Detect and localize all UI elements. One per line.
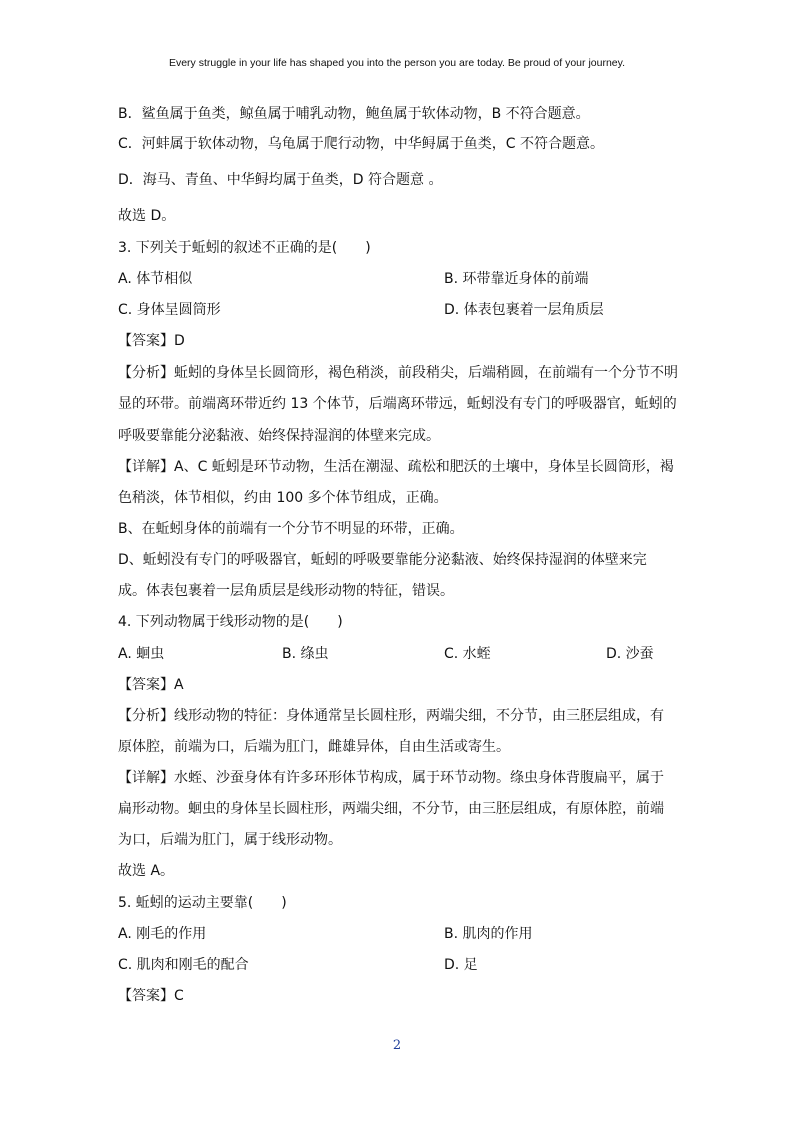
q3-detail-line: 色稍淡，体节相似，约由 100 多个体节组成，正确。 — [118, 490, 448, 506]
q5-option-d: D. 足 — [444, 957, 478, 973]
q5-option-a: A. 刚毛的作用 — [118, 926, 207, 942]
q3-detail-line: B、在蚯蚓身体的前端有一个分节不明显的环带，正确。 — [118, 521, 464, 537]
q2-option-b-explanation: B．鲨鱼属于鱼类，鲸鱼属于哺乳动物，鲍鱼属于软体动物，B 不符合题意。 — [118, 106, 590, 122]
q3-option-a: A. 体节相似 — [118, 271, 193, 287]
q3-analysis-line: 【分析】蚯蚓的身体呈长圆筒形，褐色稍淡，前段稍尖，后端稍圆，在前端有一个分节不明 — [118, 365, 678, 381]
q4-analysis-line: 原体腔，前端为口，后端为肛门，雌雄异体，自由生活或寄生。 — [118, 739, 510, 755]
q3-detail-line: 【详解】A、C 蚯蚓是环节动物，生活在潮湿、疏松和肥沃的土壤中，身体呈长圆筒形，褐 — [118, 459, 674, 475]
q5-option-c: C. 肌肉和刚毛的配合 — [118, 957, 249, 973]
q3-answer: 【答案】D — [118, 333, 185, 349]
q3-detail-line: D、蚯蚓没有专门的呼吸器官，蚯蚓的呼吸要靠能分泌黏液、始终保持湿润的体壁来完 — [118, 552, 647, 568]
q3-analysis-line: 显的环带。前端离环带近约 13 个体节，后端离环带远，蚯蚓没有专门的呼吸器官，蚯蚓的 — [118, 396, 677, 412]
q4-option-c: C. 水蛭 — [444, 646, 491, 662]
q4-detail-line: 【详解】水蛭、沙蚕身体有许多环形体节构成，属于环节动物。绦虫身体背腹扁平，属于 — [118, 770, 664, 786]
q4-option-a: A. 蛔虫 — [118, 646, 165, 662]
q2-conclusion: 故选 D。 — [118, 208, 176, 224]
q3-detail-line: 成。体表包裹着一层角质层是线形动物的特征，错误。 — [118, 583, 454, 599]
q4-option-d: D. 沙蚕 — [606, 646, 654, 662]
q4-option-b: B. 绦虫 — [282, 646, 329, 662]
page-number: 2 — [392, 1038, 402, 1053]
q5-stem: 5. 蚯蚓的运动主要靠( ) — [118, 895, 287, 911]
q3-analysis-line: 呼吸要靠能分泌黏液、始终保持湿润的体壁来完成。 — [118, 428, 440, 444]
q3-option-d: D. 体表包裹着一层角质层 — [444, 302, 604, 318]
q4-answer: 【答案】A — [118, 677, 184, 693]
q3-stem: 3. 下列关于蚯蚓的叙述不正确的是( ) — [118, 240, 371, 256]
q5-option-b: B. 肌肉的作用 — [444, 926, 533, 942]
q2-option-d-explanation: D．海马、青鱼、中华鲟均属于鱼类，D 符合题意 。 — [118, 172, 443, 188]
q3-option-b: B. 环带靠近身体的前端 — [444, 271, 589, 287]
q5-answer: 【答案】C — [118, 988, 184, 1004]
q4-detail-line: 扁形动物。蛔虫的身体呈长圆柱形，两端尖细，不分节，由三胚层组成，有原体腔，前端 — [118, 801, 664, 817]
q4-conclusion: 故选 A。 — [118, 863, 175, 879]
header-motto: Every struggle in your life has shaped you into the person you are today. Be proud of your journey. — [168, 57, 626, 69]
q2-option-c-explanation: C．河蚌属于软体动物，乌龟属于爬行动物，中华鲟属于鱼类，C 不符合题意。 — [118, 136, 604, 152]
q4-analysis-line: 【分析】线形动物的特征：身体通常呈长圆柱形，两端尖细，不分节，由三胚层组成，有 — [118, 708, 664, 724]
q4-detail-line: 为口，后端为肛门，属于线形动物。 — [118, 832, 342, 848]
q4-stem: 4. 下列动物属于线形动物的是( ) — [118, 614, 343, 630]
q3-option-c: C. 身体呈圆筒形 — [118, 302, 221, 318]
